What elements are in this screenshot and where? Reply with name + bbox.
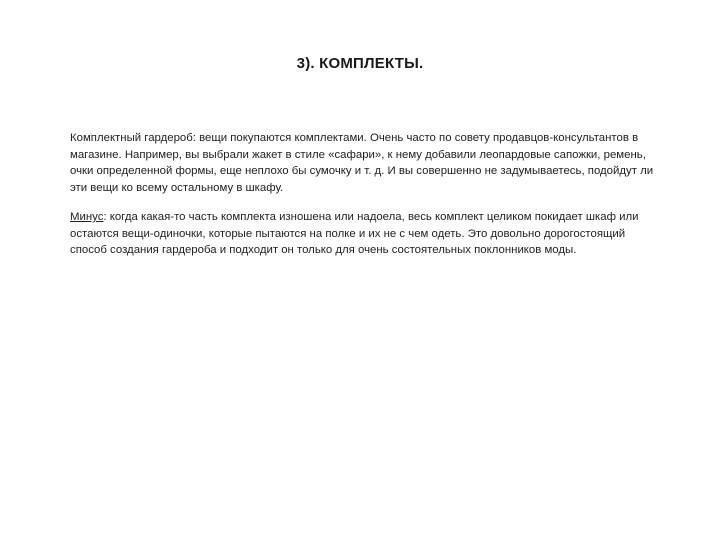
- minus-text: : когда какая-то часть комплекта изношена или надоела, весь комплект целиком покидает шкаф или остаются вещи-одиночки, которые пытаются на полке и их не с чем одеть. Это довольно дорогостоящий способ создания гардероба и подходит он только для очень состоятельных поклонников моды.: [70, 211, 639, 256]
- paragraph-complete-wardrobe: Комплектный гардероб: вещи покупаются комплектами. Очень часто по совету продавцов-консультантов в магазине. Например, вы выбрали жакет в стиле «сафари», к нему добавили леопардовые сапожки, ремень, очки определенной формы, еще неплохо бы сумочку и т. д. И вы совершенно не задумываетесь, подойдут ли эти вещи ко всему остальному в шкафу.: [70, 132, 654, 194]
- paragraph-minus: [70, 209, 660, 259]
- slide-body: [70, 130, 660, 272]
- slide-title: 3). КОМПЛЕКТЫ.: [296, 55, 424, 72]
- minus-label: Минус: [70, 211, 104, 223]
